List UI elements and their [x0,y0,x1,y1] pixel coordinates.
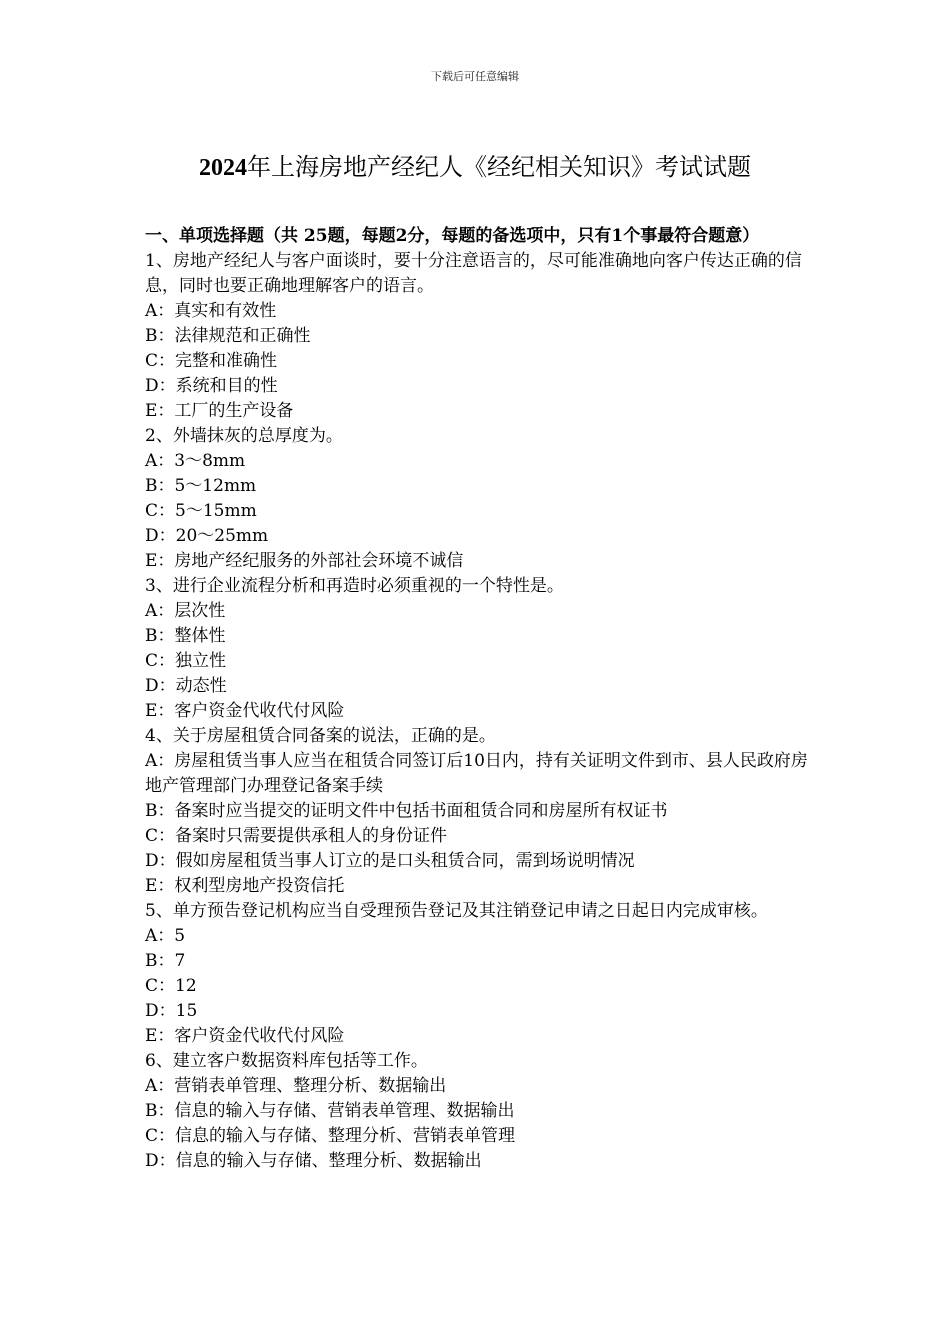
answer-option: C：完整和准确性 [145,351,278,371]
title-text: 年上海房地产经纪人《经纪相关知识》考试试题 [247,153,751,181]
answer-option: C：独立性 [145,651,227,671]
header-note: 下载后可任意编辑 [431,70,519,83]
answer-option: E：工厂的生产设备 [145,401,294,421]
answer-option: E：房地产经纪服务的外部社会环境不诚信 [145,551,464,571]
answer-option: D：系统和目的性 [145,376,278,396]
answer-option: B：整体性 [145,626,226,646]
question-stem: 1、房地产经纪人与客户面谈时，要十分注意语言的，尽可能准确地向客户传达正确的信息，同时也要正确地理解客户的语言。 [145,251,802,296]
answer-option: A：房屋租赁当事人应当在租赁合同签订后10日内，持有关证明文件到市、县人民政府房地产管理部门办理登记备案手续 [145,751,808,796]
answer-option: B：信息的输入与存储、营销表单管理、数据输出 [145,1101,515,1121]
answer-option: B：法律规范和正确性 [145,326,311,346]
answer-option: D：15 [145,1001,198,1021]
answer-option: B：备案时应当提交的证明文件中包括书面租赁合同和房屋所有权证书 [145,801,668,821]
question-stem: 3、进行企业流程分析和再造时必须重视的一个特性是。 [145,576,564,596]
answer-option: A：5 [145,926,186,946]
answer-option: A：3～8mm [145,451,246,471]
answer-option: A：真实和有效性 [145,301,277,321]
answer-option: A：层次性 [145,601,226,621]
answer-option: B：5～12mm [145,476,257,496]
section-title: 一、单项选择题（共 25题，每题2分，每题的备选项中，只有1个事最符合题意） [145,226,760,246]
answer-option: B：7 [145,951,186,971]
document-body [145,224,809,1174]
answer-option: D：信息的输入与存储、整理分析、数据输出 [145,1151,482,1171]
question-stem: 2、外墙抹灰的总厚度为。 [145,426,343,446]
answer-option: C：信息的输入与存储、整理分析、营销表单管理 [145,1126,516,1146]
question-stem: 5、单方预告登记机构应当自受理预告登记及其注销登记申请之日起日内完成审核。 [145,901,768,921]
answer-option: D：动态性 [145,676,227,696]
answer-option: E：客户资金代收代付风险 [145,1026,345,1046]
answer-option: C：5～15mm [145,501,257,521]
answer-option: E：客户资金代收代付风险 [145,701,345,721]
question-stem: 6、建立客户数据资料库包括等工作。 [145,1051,428,1071]
answer-option: C：备案时只需要提供承租人的身份证件 [145,826,448,846]
question-stem: 4、关于房屋租赁合同备案的说法，正确的是。 [145,726,496,746]
answer-option: E：权利型房地产投资信托 [145,876,345,896]
answer-option: D：20～25mm [145,526,269,546]
answer-option: D：假如房屋租赁当事人订立的是口头租赁合同，需到场说明情况 [145,851,635,871]
document-title [0,150,950,185]
answer-option: C：12 [145,976,197,996]
question-list [145,249,809,1174]
title-year: 2024 [199,155,247,181]
answer-option: A：营销表单管理、整理分析、数据输出 [145,1076,447,1096]
